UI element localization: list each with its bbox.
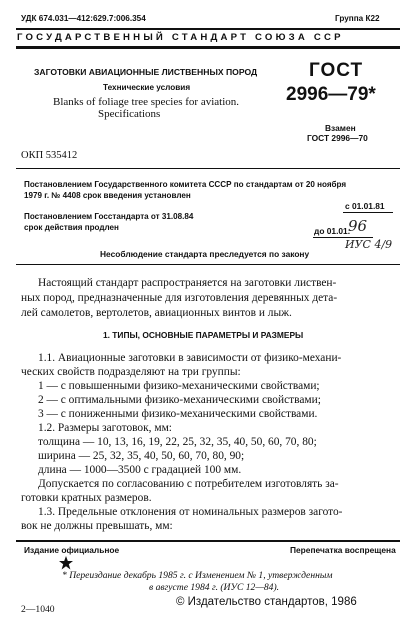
section-line-11: готовки кратных размеров. <box>21 492 152 504</box>
section-line-6: 1.2. Размеры заготовок, мм: <box>38 422 172 434</box>
decree-date-extended: до 01.01. <box>314 226 351 236</box>
date-underline-1 <box>343 212 393 213</box>
section-line-4: 2 — с оптимальными физико-механическими свойствами; <box>38 394 321 406</box>
decree-line-1: Постановлением Государственного комитета СССР по стандартам от 20 ноября <box>24 180 347 189</box>
page-code: 2—1040 <box>21 604 55 615</box>
section-line-7: толщина — 10, 13, 16, 19, 22, 25, 32, 35, 40, 50, 60, 70, 80; <box>38 436 317 448</box>
section-line-2: ческих свойств подразделяют на три группы: <box>21 366 241 378</box>
group-code: Группа К22 <box>335 14 380 23</box>
gost-number: 2996—79* <box>286 84 376 105</box>
decree-line-4: срок действия продлен <box>24 223 119 232</box>
okp-rule <box>16 168 400 169</box>
section-line-8: ширина — 25, 32, 35, 40, 50, 60, 70, 80, 90; <box>38 450 245 462</box>
official-edition: Издание официальное <box>24 545 120 555</box>
intro-line-3: лей самолетов, вертолетов, авиационных винтов и лыж. <box>21 307 292 319</box>
decree-rule <box>16 264 400 265</box>
decree-line-2: 1979 г. № 4408 срок введения установлен <box>24 191 191 200</box>
header-rule-bottom <box>16 46 400 49</box>
section-heading: 1. ТИПЫ, ОСНОВНЫЕ ПАРАМЕТРЫ И РАЗМЕРЫ <box>103 330 304 340</box>
reprint-prohibited: Перепечатка воспрещена <box>290 545 396 555</box>
decree-date-intro: с 01.01.81 <box>345 201 385 211</box>
reissue-note-line1: * Переиздание декабрь 1985 г. с Изменением № 1, утвержденным <box>62 570 333 581</box>
okp-code: ОКП 535412 <box>21 150 78 161</box>
title-english-line1: Blanks of foliage tree species for aviation. <box>53 96 240 108</box>
law-warning: Несоблюдение стандарта преследуется по закону <box>100 249 310 259</box>
section-line-1: 1.1. Авиационные заготовки в зависимости от физико-механи- <box>38 352 342 364</box>
intro-line-2: ных пород, предназначенные для изготовления деревянных дета- <box>21 292 338 304</box>
section-line-5: 3 — с пониженными физико-механическими свойствами. <box>38 408 318 420</box>
handwritten-year: 96 <box>348 217 368 235</box>
section-line-13: вок не должны превышать, мм: <box>21 520 173 532</box>
reissue-note-line2: в августе 1984 г. (ИУС 12—84). <box>149 582 280 593</box>
replaces-label: Взамен <box>325 123 356 133</box>
section-line-12: 1.3. Предельные отклонения от номинальных размеров загото- <box>38 506 343 518</box>
document-subtitle: Технические условия <box>103 83 191 92</box>
footer-rule <box>16 540 400 542</box>
state-standard-banner: ГОСУДАРСТВЕННЫЙ СТАНДАРТ СОЮЗА ССР <box>17 32 344 43</box>
decree-line-3: Постановлением Госстандарта от 31.08.84 <box>24 212 194 221</box>
section-line-10: Допускается по согласованию с потребителем изготовлять за- <box>38 478 339 490</box>
handwritten-ius-note: ИУС 4/9 <box>345 238 393 251</box>
replaces-value: ГОСТ 2996—70 <box>307 133 368 143</box>
intro-line-1: Настоящий стандарт распространяется на заготовки листвен- <box>38 277 337 289</box>
document-title: ЗАГОТОВКИ АВИАЦИОННЫЕ ЛИСТВЕННЫХ ПОРОД <box>34 67 258 77</box>
udk-code: УДК 674.031—412:629.7:006.354 <box>21 14 146 23</box>
section-line-9: длина — 1000—3500 с градацией 100 мм. <box>38 464 242 476</box>
title-english-line2: Specifications <box>98 108 161 120</box>
section-line-3: 1 — с повышенными физико-механическими свойствами; <box>38 380 320 392</box>
header-rule-top <box>16 28 400 30</box>
gost-label: ГОСТ <box>309 60 364 81</box>
copyright: © Издательство стандартов, 1986 <box>176 596 357 608</box>
star-icon <box>59 556 73 570</box>
